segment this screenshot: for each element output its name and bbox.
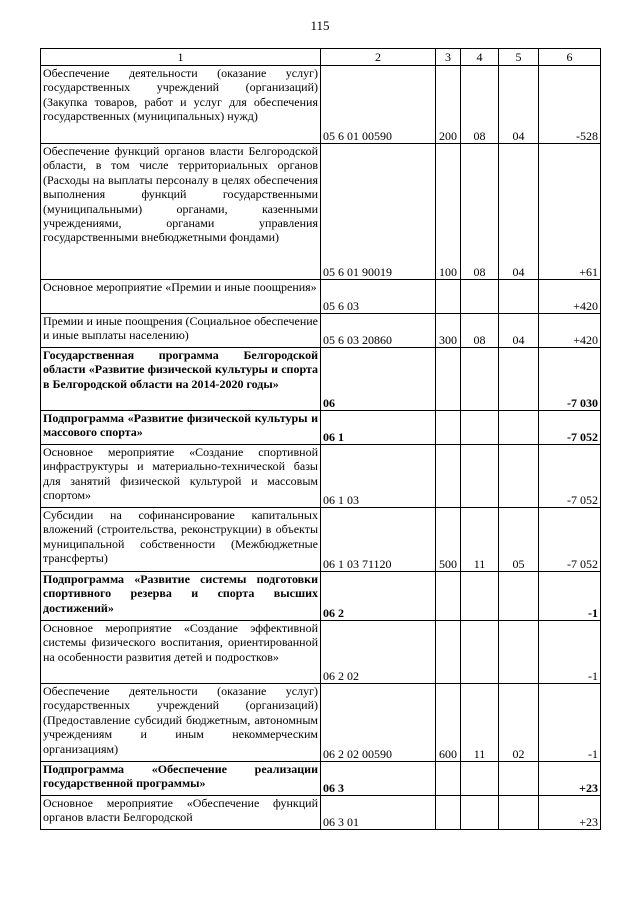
row-pr-cell xyxy=(499,572,539,621)
table-row xyxy=(41,445,601,508)
row-code-cell: 06 3 01 xyxy=(321,796,436,830)
row-vr-cell xyxy=(436,445,461,508)
row-name-cell: Обеспечение деятельности (оказание услуг) государственных учреждений (организаций) (Предоставление субсидий бюджетным, автономным учреждениям и иным некоммерческим организациям) xyxy=(41,684,321,762)
row-pr-cell: 04 xyxy=(499,66,539,144)
header-col-5: 5 xyxy=(499,49,539,66)
row-pr-cell xyxy=(499,445,539,508)
table-row xyxy=(41,762,601,796)
header-row xyxy=(41,49,601,66)
table-row xyxy=(41,280,601,314)
header-col-6: 6 xyxy=(539,49,601,66)
row-name-cell: Обеспечение деятельности (оказание услуг) государственных учреждений (организаций) (Закупка товаров, работ и услуг для обеспечения государственных (муниципальных) нужд) xyxy=(41,66,321,144)
row-code-cell: 05 6 03 20860 xyxy=(321,314,436,348)
row-sum-cell: -528 xyxy=(539,66,601,144)
header-col-4: 4 xyxy=(461,49,499,66)
row-rz-cell xyxy=(461,411,499,445)
row-rz-cell xyxy=(461,348,499,411)
row-name-cell: Основное мероприятие «Премии и иные поощрения» xyxy=(41,280,321,314)
table-row xyxy=(41,684,601,762)
row-vr-cell: 300 xyxy=(436,314,461,348)
table-row xyxy=(41,411,601,445)
table-header xyxy=(41,49,601,66)
row-code-cell: 06 1 xyxy=(321,411,436,445)
row-code-cell: 06 2 02 00590 xyxy=(321,684,436,762)
table-row xyxy=(41,144,601,280)
row-pr-cell xyxy=(499,348,539,411)
row-sum-cell: -1 xyxy=(539,572,601,621)
row-rz-cell xyxy=(461,445,499,508)
row-code-cell: 06 1 03 xyxy=(321,445,436,508)
row-name-cell: Подпрограмма «Обеспечение реализации государственной программы» xyxy=(41,762,321,796)
row-code-cell: 06 2 xyxy=(321,572,436,621)
row-sum-cell: -7 052 xyxy=(539,445,601,508)
row-code-cell: 05 6 03 xyxy=(321,280,436,314)
row-code-cell: 05 6 01 00590 xyxy=(321,66,436,144)
row-code-cell: 06 xyxy=(321,348,436,411)
row-vr-cell xyxy=(436,762,461,796)
row-vr-cell xyxy=(436,348,461,411)
table-row xyxy=(41,621,601,684)
table-row xyxy=(41,314,601,348)
row-rz-cell xyxy=(461,762,499,796)
row-pr-cell: 05 xyxy=(499,508,539,572)
row-sum-cell: +420 xyxy=(539,314,601,348)
row-rz-cell xyxy=(461,280,499,314)
row-code-cell: 06 1 03 71120 xyxy=(321,508,436,572)
row-rz-cell xyxy=(461,796,499,830)
row-vr-cell: 100 xyxy=(436,144,461,280)
header-col-2: 2 xyxy=(321,49,436,66)
row-sum-cell: -1 xyxy=(539,621,601,684)
table-row xyxy=(41,66,601,144)
row-pr-cell xyxy=(499,411,539,445)
header-col-1: 1 xyxy=(41,49,321,66)
budget-table xyxy=(40,48,601,830)
row-name-cell: Премии и иные поощрения (Социальное обеспечение и иные выплаты населению) xyxy=(41,314,321,348)
row-sum-cell: -7 052 xyxy=(539,508,601,572)
row-rz-cell: 11 xyxy=(461,508,499,572)
row-sum-cell: -7 052 xyxy=(539,411,601,445)
row-rz-cell: 08 xyxy=(461,66,499,144)
row-vr-cell xyxy=(436,572,461,621)
row-vr-cell xyxy=(436,411,461,445)
row-sum-cell: +61 xyxy=(539,144,601,280)
row-vr-cell: 200 xyxy=(436,66,461,144)
row-rz-cell: 08 xyxy=(461,144,499,280)
row-pr-cell: 04 xyxy=(499,314,539,348)
row-pr-cell xyxy=(499,796,539,830)
row-name-cell: Подпрограмма «Развитие физической культуры и массового спорта» xyxy=(41,411,321,445)
row-rz-cell xyxy=(461,621,499,684)
row-pr-cell xyxy=(499,762,539,796)
row-pr-cell: 04 xyxy=(499,144,539,280)
row-sum-cell: +420 xyxy=(539,280,601,314)
row-pr-cell: 02 xyxy=(499,684,539,762)
row-vr-cell xyxy=(436,280,461,314)
row-name-cell: Обеспечение функций органов власти Белгородской области, в том числе территориальных органов (Расходы на выплаты персоналу в целях обеспечения выполнения функций государственными (муниципальными) органами, казенными учреждениями, органами управления государственными внебюджетными фондами) xyxy=(41,144,321,280)
table-row xyxy=(41,572,601,621)
row-pr-cell xyxy=(499,280,539,314)
table-row xyxy=(41,796,601,830)
header-col-3: 3 xyxy=(436,49,461,66)
row-name-cell: Основное мероприятие «Создание спортивной инфраструктуры и материально-технической базы для занятий физической культурой и массовым спортом» xyxy=(41,445,321,508)
row-code-cell: 06 2 02 xyxy=(321,621,436,684)
row-name-cell: Основное мероприятие «Обеспечение функций органов власти Белгородской xyxy=(41,796,321,830)
row-name-cell: Государственная программа Белгородской области «Развитие физической культуры и спорта в Белгородской области на 2014-2020 годы» xyxy=(41,348,321,411)
row-vr-cell xyxy=(436,796,461,830)
row-name-cell: Основное мероприятие «Создание эффективной системы физического воспитания, ориентированной на особенности развития детей и подростков» xyxy=(41,621,321,684)
row-code-cell: 05 6 01 90019 xyxy=(321,144,436,280)
row-sum-cell: -7 030 xyxy=(539,348,601,411)
page-number: 115 xyxy=(310,18,330,33)
row-name-cell: Подпрограмма «Развитие системы подготовки спортивного резерва и спорта высших достижений» xyxy=(41,572,321,621)
row-name-cell: Субсидии на софинансирование капитальных вложений (строительства, реконструкции) в объекты муниципальной собственности (Межбюджетные трансферты) xyxy=(41,508,321,572)
row-rz-cell xyxy=(461,572,499,621)
table-row xyxy=(41,508,601,572)
row-rz-cell: 08 xyxy=(461,314,499,348)
row-code-cell: 06 3 xyxy=(321,762,436,796)
table-body xyxy=(41,66,601,830)
row-vr-cell: 600 xyxy=(436,684,461,762)
row-sum-cell: +23 xyxy=(539,796,601,830)
row-rz-cell: 11 xyxy=(461,684,499,762)
row-vr-cell xyxy=(436,621,461,684)
row-pr-cell xyxy=(499,621,539,684)
row-sum-cell: +23 xyxy=(539,762,601,796)
table-row xyxy=(41,348,601,411)
row-vr-cell: 500 xyxy=(436,508,461,572)
row-sum-cell: -1 xyxy=(539,684,601,762)
